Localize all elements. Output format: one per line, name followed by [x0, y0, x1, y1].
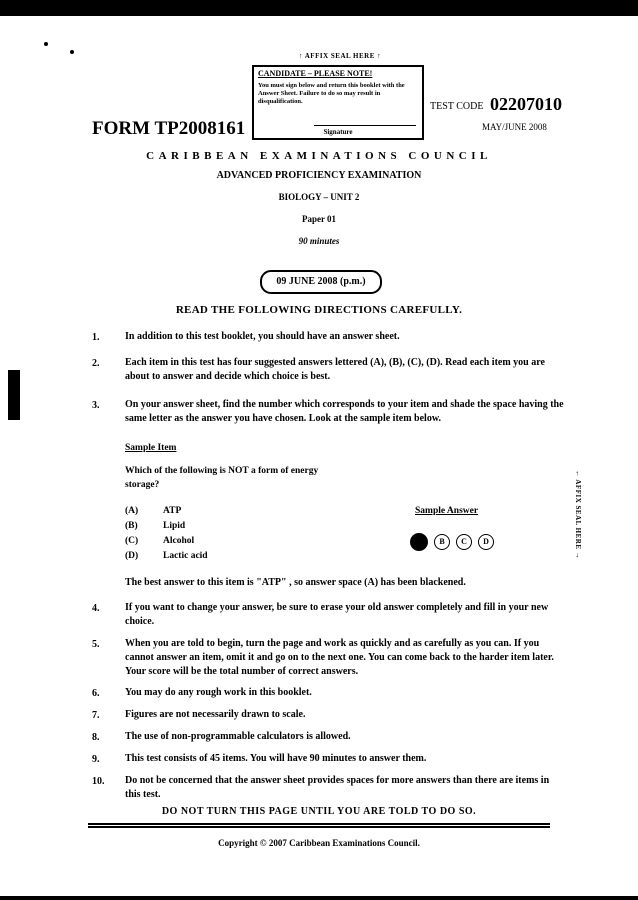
option-text: ATP — [163, 506, 182, 516]
sample-item-title: Sample Item — [125, 443, 177, 453]
sample-question: Which of the following is NOT a form of energy storage? — [125, 466, 319, 490]
form-id: FORM TP2008161 — [92, 118, 246, 139]
affix-seal-label: ↑ AFFIX SEAL HERE ↑ — [298, 52, 382, 60]
direction-text: When you are told to begin, turn the page and work as quickly and as carefully as you can. If you cannot answer an item, omit it and go on to the next one. You can come back to the harder item later. Your score will be the total number of correct answers. — [125, 638, 554, 677]
side-affix-seal-label: ← AFFIX SEAL HERE → — [574, 470, 582, 560]
candidate-note-body: You must sign below and return this booklet with the Answer Sheet. Failure to do so may result in disqualification. — [258, 82, 405, 105]
scan-speck — [44, 42, 48, 46]
direction-text: If you want to change your answer, be sure to erase your old answer completely and fill in your new choice. — [125, 602, 549, 627]
signature-line — [314, 125, 416, 126]
exam-session: MAY/JUNE 2008 — [482, 122, 547, 132]
answer-bubble-filled — [410, 533, 428, 551]
answer-bubble: D — [478, 534, 494, 550]
exam-date: 09 JUNE 2008 (p.m.) — [260, 270, 382, 294]
direction-text: Figures are not necessarily drawn to scale. — [125, 709, 306, 720]
direction-text: On your answer sheet, find the number which corresponds to your item and shade the space having the same letter as the answer you have chosen. Look at the sample item below. — [125, 399, 564, 424]
direction-number: 4. — [92, 603, 100, 614]
copyright: Copyright © 2007 Caribbean Examinations Council. — [218, 838, 420, 848]
subject-title: BIOLOGY – UNIT 2 — [278, 192, 360, 202]
signature-label: Signature — [323, 128, 353, 136]
scan-edge-mark — [8, 370, 20, 420]
scan-speck — [70, 50, 74, 54]
council-title: CARIBBEAN EXAMINATIONS COUNCIL — [146, 150, 492, 162]
scan-border-top — [0, 0, 638, 16]
exam-title: ADVANCED PROFICIENCY EXAMINATION — [216, 170, 422, 181]
test-code: 02207010 — [490, 94, 562, 114]
direction-text: This test consists of 45 items. You will have 90 minutes to answer them. — [125, 753, 427, 764]
answer-bubble: B — [434, 534, 450, 550]
do-not-turn-warning: DO NOT TURN THIS PAGE UNTIL YOU ARE TOLD TO DO SO. — [161, 806, 477, 817]
direction-number: 2. — [92, 358, 100, 369]
direction-number: 10. — [92, 776, 105, 787]
sample-explanation: The best answer to this item is "ATP" , so answer space (A) has been blackened. — [125, 577, 466, 588]
direction-text: You may do any rough work in this booklet. — [125, 687, 312, 698]
direction-number: 5. — [92, 639, 100, 650]
candidate-note-box — [252, 65, 424, 140]
option-letter: (C) — [125, 536, 139, 546]
test-code-label: TEST CODE — [430, 101, 484, 112]
option-letter: (D) — [125, 551, 139, 561]
direction-number: 9. — [92, 754, 100, 765]
paper-title: Paper 01 — [301, 214, 337, 224]
option-letter: (A) — [125, 506, 139, 516]
option-text: Lactic acid — [163, 551, 208, 561]
footer-rule — [88, 823, 550, 825]
direction-number: 3. — [92, 400, 100, 411]
option-text: Alcohol — [163, 536, 195, 546]
candidate-note-heading: CANDIDATE – PLEASE NOTE! — [258, 69, 373, 78]
footer-rule — [88, 826, 550, 828]
answer-bubble: C — [456, 534, 472, 550]
direction-number: 1. — [92, 332, 100, 343]
direction-text: Do not be concerned that the answer sheet provides spaces for more answers than there are items in this test. — [125, 775, 550, 800]
option-letter: (B) — [125, 521, 138, 531]
direction-number: 8. — [92, 732, 100, 743]
direction-number: 7. — [92, 710, 100, 721]
direction-number: 6. — [92, 688, 100, 699]
duration: 90 minutes — [298, 236, 340, 246]
direction-text: The use of non-programmable calculators is allowed. — [125, 731, 351, 742]
scan-border-bottom — [0, 896, 638, 900]
direction-text: In addition to this test booklet, you should have an answer sheet. — [125, 331, 400, 342]
option-text: Lipid — [163, 521, 186, 531]
directions-title: READ THE FOLLOWING DIRECTIONS CAREFULLY. — [175, 304, 463, 316]
direction-text: Each item in this test has four suggested answers lettered (A), (B), (C), (D). Read each item you are about to answer and decide which choice is best. — [125, 357, 545, 382]
sample-answer-label: Sample Answer — [415, 506, 479, 516]
